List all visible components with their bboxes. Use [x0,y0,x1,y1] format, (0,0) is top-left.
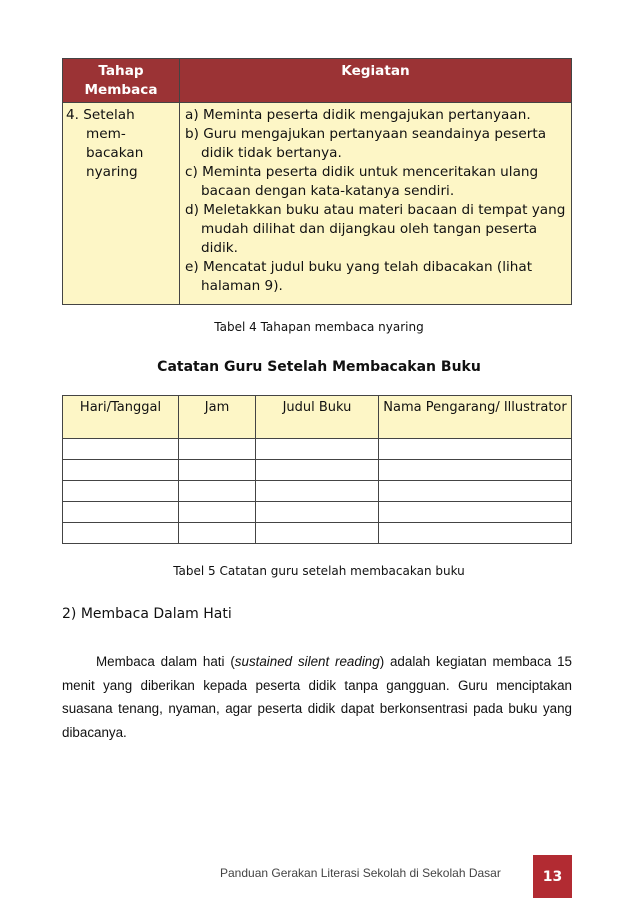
empty-cell [63,439,179,460]
section-heading: 2) Membaca Dalam Hati [62,606,232,622]
table-row [63,502,572,523]
body-paragraph [62,650,572,744]
stage-line: mem- [86,126,126,142]
header-time: Jam [179,396,256,439]
activity-item: e) Mencatat judul buku yang telah dibacakan (lihat halaman 9). [185,259,533,294]
empty-cell [256,481,379,502]
empty-cell [63,481,179,502]
header-stage: Tahap Membaca [63,59,180,103]
stage-line: nyaring [86,164,138,180]
empty-cell [256,460,379,481]
header-author: Nama Pengarang/ Illustrator [379,396,572,439]
notes-heading: Catatan Guru Setelah Membacakan Buku [157,359,481,375]
stage-line: 4. Setelah [66,107,135,123]
empty-cell [379,439,572,460]
stage-line: bacakan [86,145,144,161]
table-row [63,460,572,481]
empty-cell [63,502,179,523]
empty-cell [179,439,256,460]
empty-cell [179,523,256,544]
empty-cell [256,502,379,523]
table-row [63,481,572,502]
empty-cell [63,460,179,481]
activity-item: d) Meletakkan buku atau materi bacaan di tempat yang mudah dilihat dan dijangkau oleh tangan peserta didik. [185,202,566,256]
empty-cell [179,502,256,523]
header-date: Hari/Tanggal [63,396,179,439]
header-book-title: Judul Buku [256,396,379,439]
activity-item: b) Guru mengajukan pertanyaan seandainya peserta didik tidak bertanya. [185,126,547,161]
page-number: 13 [533,855,572,898]
stage-cell [63,103,180,305]
empty-cell [379,460,572,481]
table-row [63,523,572,544]
paragraph-text: Membaca dalam hati ( [96,654,235,669]
table-row [63,439,572,460]
teacher-notes-table [62,395,572,544]
empty-cell [179,481,256,502]
paragraph-italic: sustained silent reading [234,654,380,669]
activity-item: c) Meminta peserta didik untuk menceritakan ulang bacaan dengan kata-katanya sendiri. [185,164,539,199]
header-activity: Kegiatan [180,59,572,103]
table5-caption: Tabel 5 Catatan guru setelah membacakan buku [173,564,465,578]
empty-cell [179,460,256,481]
reading-stages-table [62,58,572,305]
activity-cell [180,103,572,305]
empty-cell [256,523,379,544]
table4-header-row [63,59,572,103]
empty-cell [379,523,572,544]
paragraph-text: ) adalah kegiatan membaca 15 menit yang diberikan kepada peserta didik tanpa gangguan. Guru menciptakan suasana tenang, nyaman, agar peserta didik dapat berkonsentrasi pada buku yang dibacanya. [62,654,572,740]
footer-text: Panduan Gerakan Literasi Sekolah di Sekolah Dasar [220,866,501,880]
empty-cell [63,523,179,544]
empty-cell [256,439,379,460]
activity-item: a) Meminta peserta didik mengajukan pertanyaan. [185,107,531,123]
table4-caption: Tabel 4 Tahapan membaca nyaring [214,320,424,334]
empty-cell [379,502,572,523]
empty-cell [379,481,572,502]
table5-header-row [63,396,572,439]
table4-row [63,103,572,305]
